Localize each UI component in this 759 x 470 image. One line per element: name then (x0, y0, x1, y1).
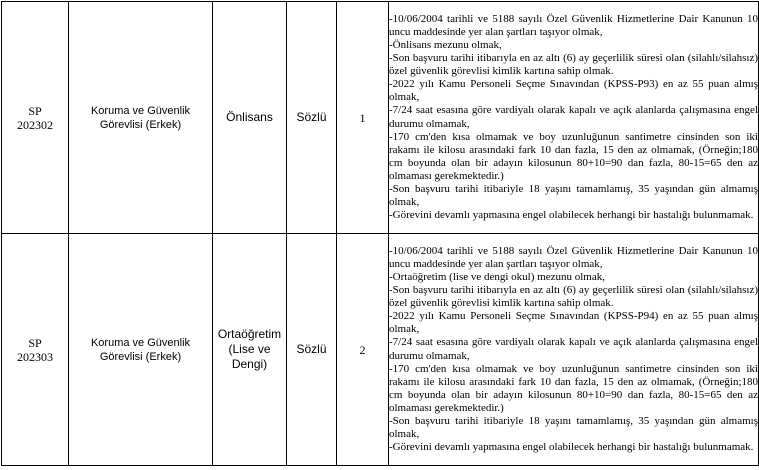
position-title-cell (69, 2, 213, 234)
requirement-item: -Görevini devamlı yapmasına engel olabilecek herhangi bir hastalığı bulunmamak. (389, 209, 754, 222)
requirement-item: -Son başvuru tarihi itibariyle 18 yaşını tamamlamış, 35 yaşından gün almamış olmak, (389, 414, 758, 441)
requirement-item: -7/24 saat esasına göre vardiyalı olarak kapalı ve açık alanlarda çalışmasına engel durumu olmamak, (389, 336, 758, 362)
position-code-prefix: SP (28, 335, 42, 350)
exam-type-cell (287, 234, 337, 466)
requirement-item: -2022 yılı Kamu Personeli Seçme Sınavından (KPSS-P94) en az 55 puan almış olmak, (389, 310, 758, 336)
requirement-item: -Önlisans mezunu olmak, (389, 38, 502, 51)
position-count: 1 (359, 110, 366, 125)
position-title-line: Görevlisi (Erkek) (99, 350, 182, 363)
position-code-cell (2, 2, 69, 234)
position-count-cell (337, 2, 389, 234)
position-code-prefix: SP (28, 103, 42, 118)
requirements-cell (389, 234, 759, 466)
requirement-item: -2022 yılı Kamu Personeli Seçme Sınavından (KPSS-P93) en az 55 puan almış olmak, (389, 78, 758, 104)
table-row (2, 2, 759, 234)
position-title-line: Koruma ve Güvenlik (90, 104, 191, 117)
position-count: 2 (359, 342, 366, 357)
position-title-line: Koruma ve Güvenlik (90, 336, 191, 349)
position-code-number: 202303 (17, 349, 53, 364)
requirement-item: -10/06/2004 tarihli ve 5188 sayılı Özel Güvenlik Hizmetlerine Dair Kanunun 10 uncu maddesinde yer alan şartları taşıyor olmak, (389, 244, 758, 270)
exam-type: Sözlü (296, 342, 327, 356)
exam-type: Sözlü (296, 110, 327, 124)
education-cell (213, 234, 287, 466)
exam-type-cell (287, 2, 337, 234)
requirement-item: -Ortaöğretim (lise ve dengi okul) mezunu olmak, (389, 270, 605, 283)
position-count-cell (337, 234, 389, 466)
position-title-cell (69, 234, 213, 466)
requirement-item: -Son başvuru tarihi itibariyle 18 yaşını tamamlamış, 35 yaşından gün almamış olmak, (389, 182, 758, 209)
requirement-item: -10/06/2004 tarihli ve 5188 sayılı Özel Güvenlik Hizmetlerine Dair Kanunun 10 uncu maddesinde yer alan şartları taşıyor olmak, (389, 12, 758, 38)
table-row (2, 234, 759, 466)
education-level-detail: (Lise ve Dengi) (228, 342, 271, 371)
positions-table (1, 1, 759, 466)
requirement-item: -Son başvuru tarihi itibarıyla en az altı (6) ay geçerlilik süresi olan (silahlı/silahsız) özel güvenlik görevlisi kimlik kartına sahip olmak. (389, 284, 758, 310)
requirement-item: -7/24 saat esasına göre vardiyalı olarak kapalı ve açık alanlarda çalışmasına engel durumu olmamak, (389, 104, 758, 130)
requirement-item: -Görevini devamlı yapmasına engel olabilecek herhangi bir hastalığı bulunmamak. (389, 441, 754, 454)
requirement-item: -Son başvuru tarihi itibarıyla en az altı (6) ay geçerlilik süresi olan (silahlı/silahsız) özel güvenlik görevlisi kimlik kartına sahip olmak. (389, 52, 758, 78)
education-cell (213, 2, 287, 234)
education-level: Ortaöğretim (217, 327, 282, 341)
requirement-item: -170 cm'den kısa olmamak ve boy uzunluğunun santimetre cinsinden son iki rakamı ile kilosu arasındaki fark 10 dan fazla, 15 den az olmamak, (Örneğin;180 cm boyunda olan bir adayın kilosunun 80+10=90 dan fazla, 80-15=65 den az olmaması gerekmektedir.) (389, 362, 758, 414)
position-title-line: Görevlisi (Erkek) (99, 118, 182, 131)
requirement-item: -170 cm'den kısa olmamak ve boy uzunluğunun santimetre cinsinden son iki rakamı ile kilosu arasındaki fark 10 dan fazla, 15 den az olmamak, (Örneğin;180 cm boyunda olan bir adayın kilosunun 80+10=90 dan fazla, 80-15=65 den az olmaması gerekmektedir.) (389, 130, 758, 182)
education-level: Önlisans (226, 110, 273, 124)
position-code-number: 202302 (17, 117, 53, 132)
requirements-cell (389, 2, 759, 234)
position-code-cell (2, 234, 69, 466)
